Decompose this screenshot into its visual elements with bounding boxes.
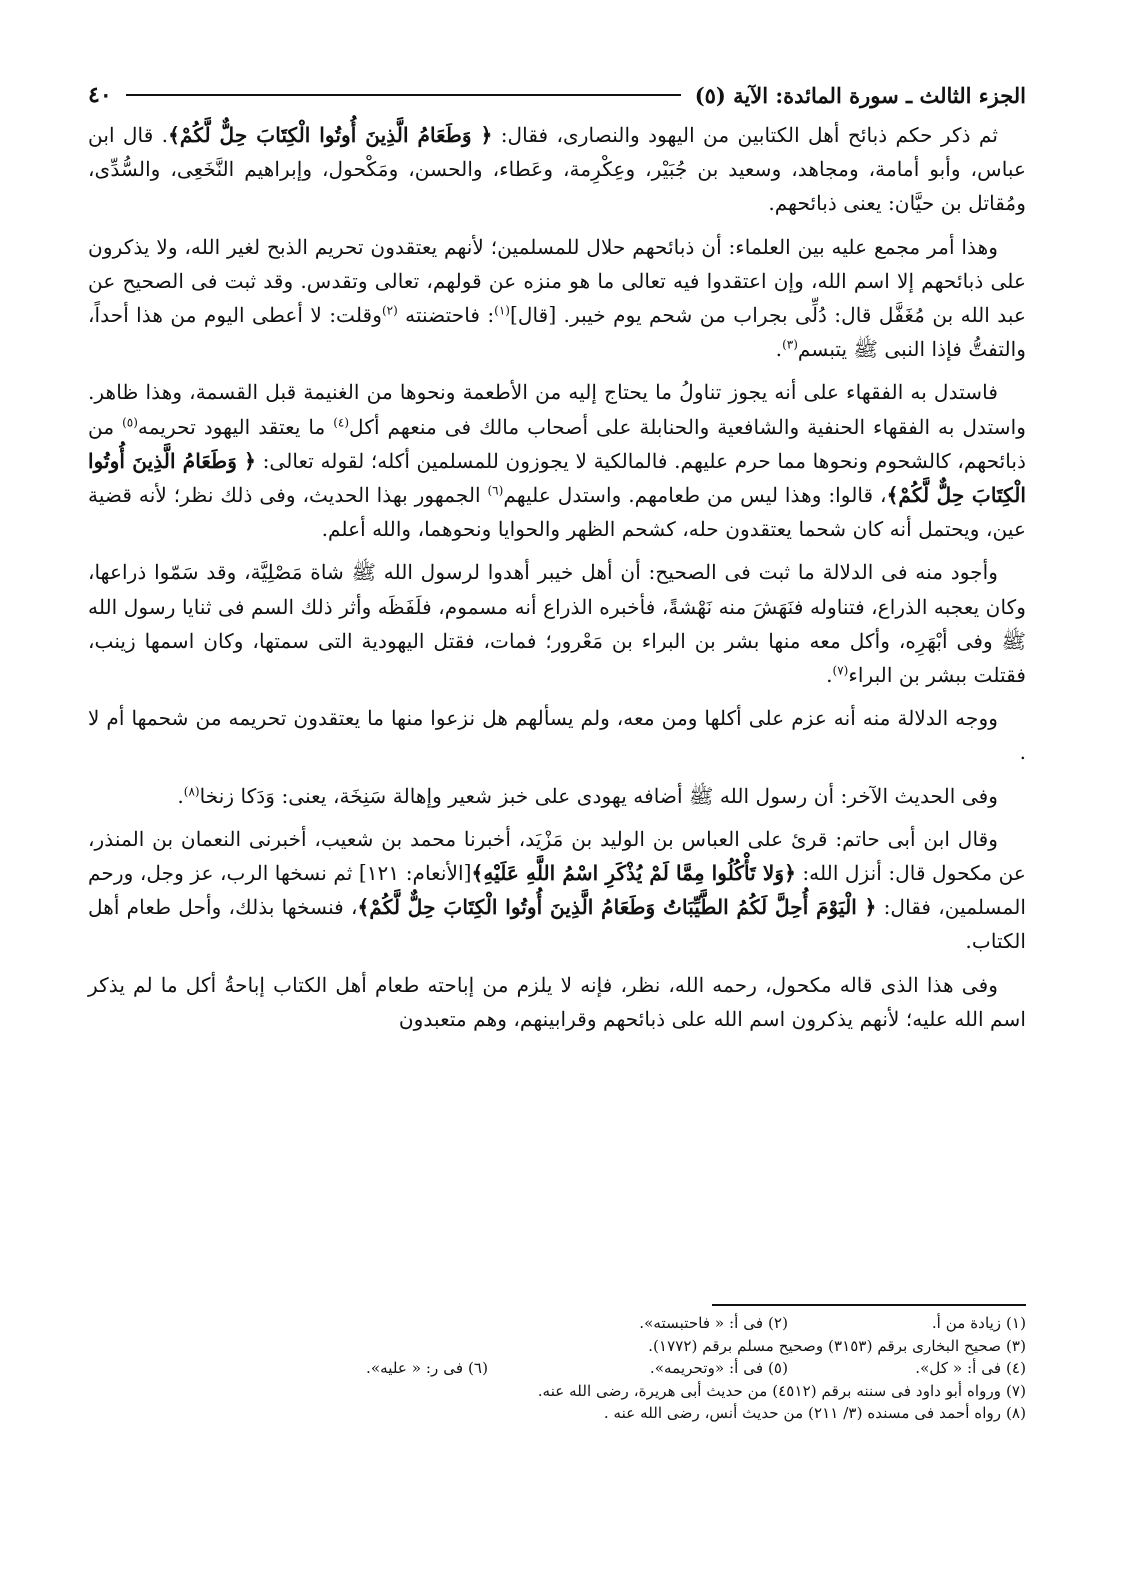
paragraph	[88, 779, 1026, 813]
footnotes	[196, 1312, 1026, 1425]
running-header-title: الجزء الثالث ـ سورة المائدة: الآية (٥)	[694, 82, 1026, 108]
text-run: من ذبائحهم، كالشحوم ونحوها مما حرم عليهم. فالمالكية لا يجوزون للمسلمين أكله؛ لقوله تعالى:	[88, 414, 1026, 473]
text-run: وهذا أمر مجمع عليه بين العلماء: أن ذبائحهم حلال للمسلمين؛ لأنهم يعتقدون تحريم الذبح لغير الله، ولا يذكرون على ذبائحهم إلا اسم الله، وإن اعتقدوا فيه تعالى ما هو منزه عن قولهم، تعالى وتقدس. وقد ثبت فى الصحيح عن عبد الله بن مُغَفَّل قال: دُلِّى بجراب من شحم يوم خيبر. [قال]	[88, 234, 1026, 328]
footnote-line	[196, 1335, 1026, 1358]
paragraph	[88, 968, 1026, 1036]
footnote-line	[196, 1402, 1026, 1425]
footnote: (٧) ورواه أبو داود فى سننه برقم (٤٥١٢) من حديث أبى هريرة، رضى الله عنه.	[537, 1381, 1026, 1400]
quran-verse: ﴿ وَطَعَامُ الَّذِينَ أُوتُوا الْكِتَابَ حِلٌّ لَّكُمْ﴾	[168, 123, 493, 147]
footnote: (٤) فى أ: « كل».	[915, 1359, 1026, 1378]
footnote-ref: (٣)	[782, 337, 798, 352]
footnote: (٦) فى ر: « عليه».	[366, 1359, 488, 1378]
text-run: ، فنسخها بذلك، وأحل طعام أهل الكتاب.	[88, 895, 1026, 954]
footnote-line	[196, 1380, 1026, 1403]
paragraph	[88, 701, 1026, 769]
running-header	[88, 78, 1026, 112]
text-run: .	[177, 783, 184, 808]
footnote-ref: (٦)	[487, 483, 504, 498]
text-run: .	[826, 663, 833, 688]
text-run: ثم ذكر حكم ذبائح أهل الكتابين من اليهود والنصارى، فقال:	[492, 123, 998, 147]
text-run: ما يعتقد اليهود تحريمه	[137, 414, 334, 439]
footnote-line	[196, 1357, 1026, 1380]
footnote-ref: (٨)	[183, 783, 200, 798]
footnote-ref: (٢)	[381, 303, 398, 318]
footnote: (١) زيادة من أ.	[931, 1314, 1026, 1332]
text-run: وفى هذا الذى قاله مكحول، رحمه الله، نظر، فإنه لا يلزم من إباحته طعام أهل الكتاب إباحةُ أكل ما لم يذكر اسم الله عليه؛ لأنهم يذكرون اسم الله على ذبائحهم وقرابينهم، وهم متعبدون	[88, 972, 1026, 1031]
footnote-ref: (٤)	[333, 414, 350, 429]
body-text	[88, 118, 1026, 1036]
footnote-ref: (٥)	[122, 414, 138, 429]
footnote: (٨) رواه أحمد فى مسنده (٣/ ٢١١) من حديث أنس، رضى الله عنه .	[603, 1404, 1026, 1423]
text-run: [الأنعام: ١٢١] ثم نسخها الرب، عز وجل، ورحم المسلمين، فقال:	[88, 861, 1026, 920]
text-run: ووجه الدلالة منه أنه عزم على أكلها ومن معه، ولم يسألهم هل نزعوا منها ما يعتقدون تحريمه من شحمها أم لا .	[88, 706, 1026, 765]
paragraph	[88, 230, 1026, 367]
footnote: (٣) صحيح البخارى برقم (٣١٥٣) وصحيح مسلم برقم (١٧٧٢).	[648, 1336, 1026, 1355]
text-run: : فاحتضنته	[397, 303, 495, 328]
text-run: ، قالوا: وهذا ليس من طعامهم. واستدل عليهم	[503, 483, 887, 508]
text-run: .	[775, 337, 783, 362]
footnote-separator	[712, 1304, 1026, 1306]
footnote: (٥) فى أ: «وتحريمه».	[649, 1359, 788, 1378]
footnote-ref: (٧)	[832, 663, 849, 678]
footnote-ref: (١)	[494, 303, 510, 318]
footnote-line	[196, 1312, 1026, 1335]
text-run: وقلت: لا أعطى اليوم من هذا أحداً، والتفتُّ فإذا النبى ﷺ يتبسم	[88, 303, 1026, 362]
text-run: . قال ابن عباس، وأبو أمامة، ومجاهد، وسعيد بن جُبَيْر، وعِكْرِمة، وعَطاء، والحسن، ومَكْحول، وإبراهيم النَّخَعِى، والسُّدِّى، ومُقاتل بن حيَّان: يعنى ذبائحهم.	[88, 123, 1026, 216]
paragraph	[88, 375, 1026, 546]
paragraph	[88, 555, 1026, 692]
text-run: فاستدل به الفقهاء على أنه يجوز تناولُ ما يحتاج إليه من الأطعمة ونحوها من الغنيمة قبل القسمة، وهذا ظاهر. واستدل به الفقهاء الحنفية والشافعية والحنابلة على أصحاب مالك فى منعهم أكل	[88, 380, 1026, 439]
text-run: الجمهور بهذا الحديث، وفى ذلك نظر؛ لأنه قضية عين، ويحتمل أنه كان شحما يعتقدون حله، كشحم الظهر والحوايا ونحوهما، والله أعلم.	[88, 483, 1026, 542]
page-number: ٤٠	[88, 82, 112, 108]
text-run: وقال ابن أبى حاتم: قرئ على العباس بن الوليد بن مَزْيَد، أخبرنا محمد بن شعيب، أخبرنى النعمان بن المنذر، عن مكحول قال: أنزل الله:	[88, 826, 1026, 886]
quran-verse: ﴿ وَطَعَامُ الَّذِينَ أُوتُوا الْكِتَابَ حِلٌّ لَّكُمْ﴾	[88, 448, 1027, 508]
text-run: وفى الحديث الآخر: أن رسول الله ﷺ أضافه يهودى على خبز شعير وإهالة سَنِخَة، يعنى: وَدَكا زنخا	[199, 783, 998, 808]
header-rule	[126, 94, 681, 96]
quran-verse: ﴿وَلا تَأْكُلُوا مِمَّا لَمْ يُذْكَرِ اسْمُ اللَّهِ عَلَيْهِ﴾	[471, 861, 796, 886]
paragraph	[88, 822, 1026, 959]
page	[88, 78, 1026, 1045]
text-run: وأجود منه فى الدلالة ما ثبت فى الصحيح: أن أهل خيبر أهدوا لرسول الله ﷺ شاة مَصْلِيَّة، وقد سَمّوا ذراعها، وكان يعجبه الذراع، فتناوله فنَهَشَ منه نَهْشةً، فأخبره الذراع أنه مسموم، فلَفَظَه وأثر ذلك السم فى ثنايا رسول الله ﷺ وفى أبْهَرِه، وأكل معه منها بشر بن البراء بن مَعْرور؛ فمات، فقتل اليهودية التى سمتها، وكان اسمها زينب، فقتلت ببشر بن البراء	[88, 560, 1026, 688]
quran-verse: ﴿ الْيَوْمَ أُحِلَّ لَكُمُ الطَّيِّبَاتُ وَطَعَامُ الَّذِينَ أُوتُوا الْكِتَابَ حِلٌّ لَّكُمْ﴾	[357, 895, 877, 920]
footnote: (٢) فى أ: « فاحتبسته».	[639, 1314, 788, 1332]
paragraph	[88, 118, 1026, 221]
